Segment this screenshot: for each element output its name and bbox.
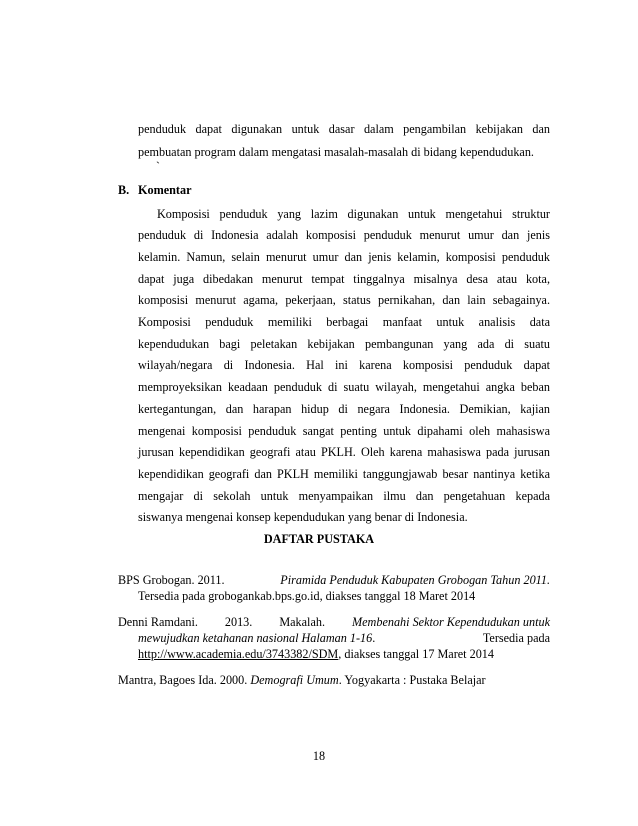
ref2-title-b-wrap [138, 630, 375, 646]
body-line: Komposisi penduduk yang lazim digunakan untuk mengetahui struktur [157, 207, 550, 221]
reference-1-line-1 [118, 572, 550, 588]
intro-line-2: pembuatan program dalam mengatasi masalah-masalah di bidang kependudukan. [138, 145, 534, 159]
ref2-year: 2013. [224, 615, 253, 629]
ref2-title-b-end: . [372, 631, 376, 645]
body-line: mengenai komposisi penduduk sangat penting untuk dipahami oleh mahasiswa [138, 424, 550, 438]
body-line: siswanya mengenai konsep kependudukan yang benar di Indonesia. [138, 510, 468, 524]
reference-2-line-2 [138, 630, 550, 646]
body-line: memproyeksikan keadaan penduduk di suatu wilayah, mengetahui angka beban [138, 380, 550, 394]
ref2-title-b: mewujudkan ketahanan nasional Halaman 1-16 [138, 631, 373, 645]
body-line: kertegantungan, dan harapan hidup di negara Indonesia. Demikian, kajian [138, 402, 550, 416]
body-line: penduduk di Indonesia adalah komposisi penduduk menurut umur dan jenis [138, 228, 550, 242]
ref1-title: Piramida Penduduk Kabupaten Grobogan Tahun 2011. [280, 573, 550, 587]
reference-2-line-1 [118, 614, 550, 630]
ref2-title-a: Membenahi Sektor Kependudukan untuk [352, 615, 550, 629]
intro-line-1: penduduk dapat digunakan untuk dasar dalam pengambilan kebijakan dan [138, 122, 550, 136]
ref3-author: Mantra, Bagoes Ida. 2000. [118, 673, 248, 687]
ref2-available: Tersedia pada [482, 631, 550, 645]
ref2-url-link[interactable]: http://www.academia.edu/3743382/SDM [138, 647, 339, 661]
body-line: kependudukan bagi peletakan kebijakan pembangunan yang ada di suatu [138, 337, 550, 351]
body-line: jurusan kependidikan geografi atau PKLH. Oleh karena mahasiswa pada jurusan [138, 445, 550, 459]
body-line: Komposisi penduduk memiliki berbagai manfaat untuk analisis data [138, 315, 550, 329]
page-number: 18 [312, 749, 326, 763]
body-line: mengajar di sekolah untuk menyampaikan ilmu dan pengetahuan kepada [138, 489, 550, 503]
body-line: dapat juga dibedakan menurut tempat tinggalnya misalnya desa atau kota, [138, 272, 550, 286]
ref2-access: , diakses tanggal 17 Maret 2014 [338, 647, 494, 661]
body-line: kependidikan geografi dan PKLH memiliki tanggungjawab besar nantinya ketika [138, 467, 550, 481]
ref1-availability: Tersedia pada grobogankab.bps.go.id, diakses tanggal 18 Maret 2014 [138, 589, 476, 603]
ref2-author: Denni Ramdani. [118, 615, 198, 629]
reference-3 [118, 672, 486, 688]
reference-2-line-3 [138, 646, 494, 662]
ref2-type: Makalah. [279, 615, 325, 629]
bibliography-heading: DAFTAR PUSTAKA [263, 532, 375, 546]
ref3-title: Demografi Umum [250, 673, 339, 687]
body-line: komposisi menurut agama, pekerjaan, status pernikahan, dan lain sebagainya. [138, 293, 550, 307]
ref1-author: BPS Grobogan. 2011. [118, 573, 225, 587]
body-line: kelamin. Namun, selain menurut umur dan jenis kelamin, komposisi penduduk [138, 250, 550, 264]
section-label: B. [118, 183, 130, 197]
section-heading: Komentar [138, 183, 192, 197]
stray-mark: ` [156, 159, 160, 173]
body-line: wilayah/negara di Indonesia. Hal ini karena komposisi penduduk dapat [138, 358, 550, 372]
ref3-rest: . Yogyakarta : Pustaka Belajar [338, 673, 486, 687]
